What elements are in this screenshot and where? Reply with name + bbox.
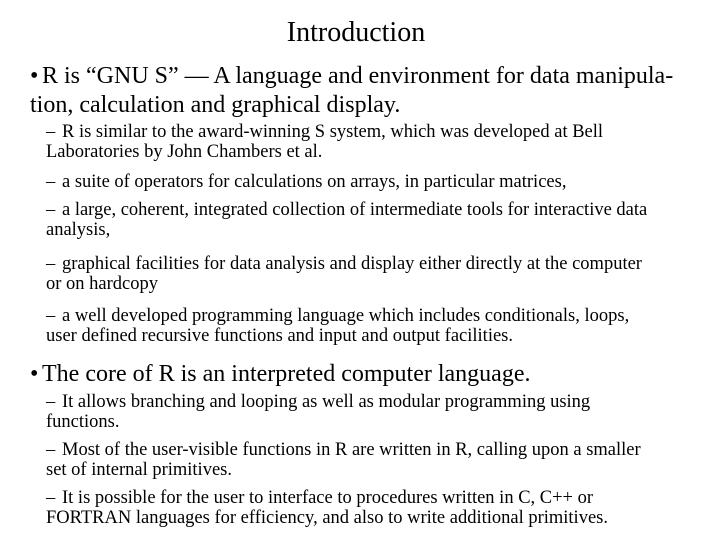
sub-bullet-marker: – [46,200,56,220]
bullet-1-sub-1 [46,122,603,162]
sub-line: a large, coherent, integrated collection of intermediate tools for interactive data [62,200,648,220]
bullet-2 [30,360,530,389]
bullet-1-line-1: R is “GNU S” — A language and environment for data manipula- [42,63,674,89]
sub-line: graphical facilities for data analysis and display either directly at the computer [62,254,642,274]
slide-title: Introduction [286,17,426,48]
bullet-2-sub-3 [46,488,608,528]
sub-bullet-marker: – [46,440,56,460]
bullet-marker: • [30,361,39,387]
bullet-marker: • [30,63,39,89]
sub-line: FORTRAN languages for efficiency, and also to write additional primitives. [46,508,608,528]
sub-line: Laboratories by John Chambers et al. [46,142,323,162]
sub-line: or on hardcopy [46,274,158,294]
sub-line: a suite of operators for calculations on arrays, in particular matrices, [62,172,567,192]
sub-line: It is possible for the user to interface to procedures written in C, C++ or [62,488,594,508]
bullet-2-sub-2 [46,440,641,480]
sub-bullet-marker: – [46,488,56,508]
bullet-1-sub-3 [46,200,647,240]
sub-line: It allows branching and looping as well as modular programming using [62,392,591,412]
bullet-1-line-2: tion, calculation and graphical display. [30,92,401,118]
bullet-2-line-1: The core of R is an interpreted computer language. [42,361,531,387]
bullet-1 [30,62,673,120]
bullet-1-sub-2 [46,172,566,192]
sub-bullet-marker: – [46,122,56,142]
sub-line: analysis, [46,220,111,240]
sub-line: R is similar to the award-winning S system, which was developed at Bell [62,122,604,142]
sub-line: user defined recursive functions and input and output facilities. [46,326,513,346]
sub-line: Most of the user-visible functions in R are written in R, calling upon a smaller [62,440,641,460]
sub-bullet-marker: – [46,172,56,192]
sub-line: set of internal primitives. [46,460,232,480]
sub-line: functions. [46,412,120,432]
bullet-1-sub-5 [46,306,629,346]
sub-bullet-marker: – [46,392,56,412]
sub-line: a well developed programming language which includes conditionals, loops, [62,306,630,326]
bullet-1-sub-4 [46,254,642,294]
sub-bullet-marker: – [46,254,56,274]
sub-bullet-marker: – [46,306,56,326]
bullet-2-sub-1 [46,392,590,432]
